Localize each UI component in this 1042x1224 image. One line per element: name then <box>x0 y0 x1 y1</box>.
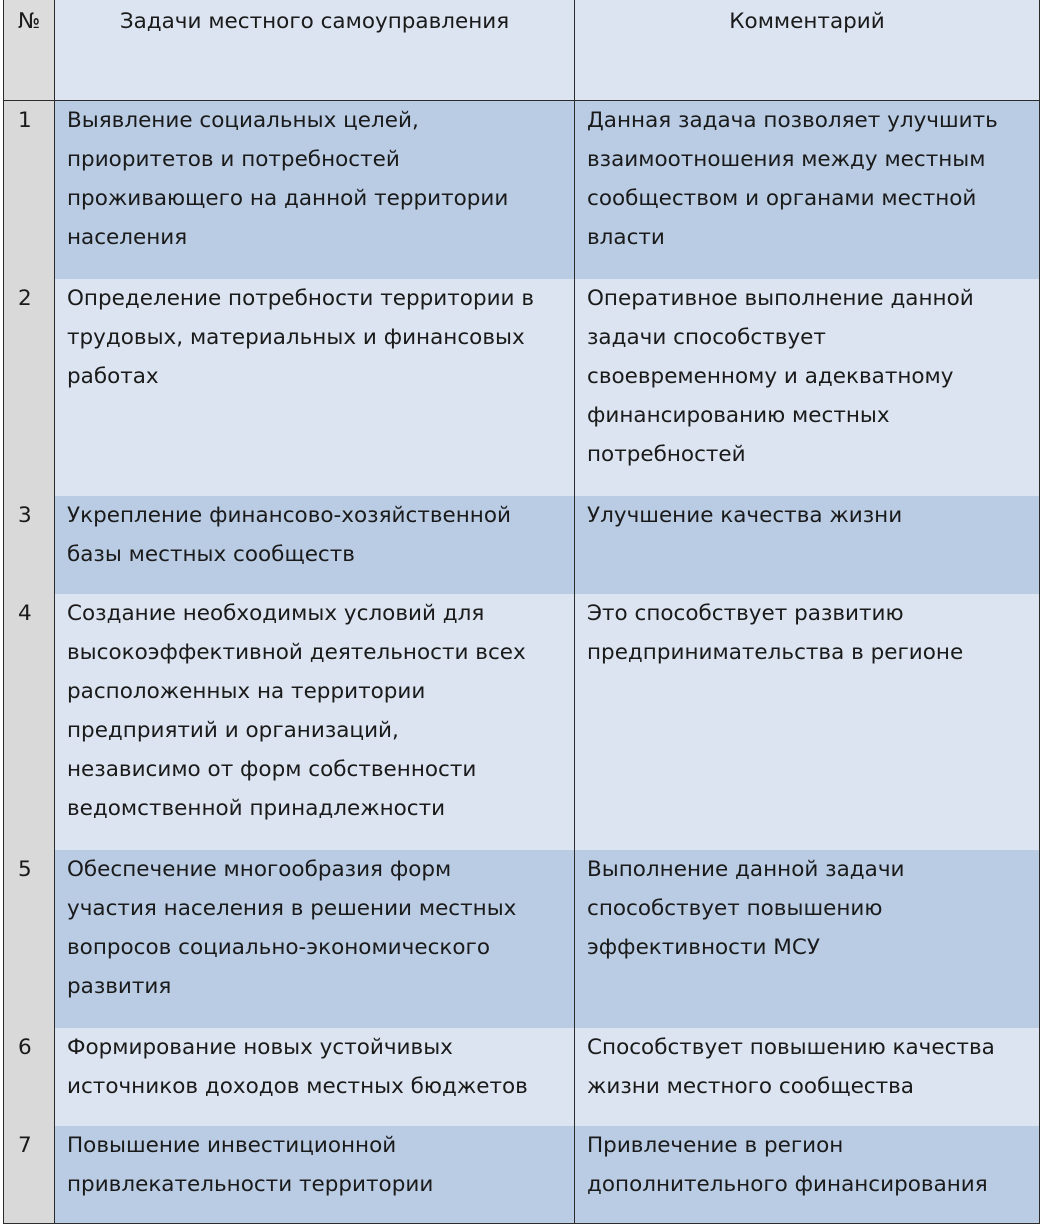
row-comment: Это способствует развитию предпринимательства в регионе <box>587 600 964 665</box>
table-row <box>4 101 1040 279</box>
row-comment: Оперативное выполнение данной задачи способствует своевременному и адекватному финансированию местных потребностей <box>587 285 974 467</box>
table-row <box>4 850 1040 1028</box>
row-task: Определение потребности территории в трудовых, материальных и финансовых работах <box>67 285 535 389</box>
row-comment: Привлечение в регион дополнительного финансирования <box>587 1132 988 1197</box>
row-number: 4 <box>4 594 55 850</box>
row-task: Укрепление финансово-хозяйственной базы местных сообществ <box>67 502 511 567</box>
row-number: 2 <box>4 279 55 496</box>
table-row <box>4 1126 1040 1224</box>
row-task: Создание необходимых условий для высокоэффективной деятельности всех расположенных на территории предприятий и организаций, независимо от форм собственности ведомственной принадлежности <box>67 600 526 821</box>
row-comment: Улучшение качества жизни <box>587 502 903 528</box>
row-comment: Данная задача позволяет улучшить взаимоотношения между местным сообществом и органами местной власти <box>587 108 998 250</box>
row-task: Формирование новых устойчивых источников доходов местных бюджетов <box>67 1034 528 1099</box>
table-row <box>4 1028 1040 1126</box>
table-header-row <box>4 0 1040 101</box>
header-number: № <box>4 0 55 101</box>
table-row <box>4 279 1040 496</box>
row-task: Повышение инвестиционной привлекательности территории <box>67 1132 434 1197</box>
header-comment: Комментарий <box>575 0 1040 101</box>
row-task: Обеспечение многообразия форм участия населения в решении местных вопросов социально-экономического развития <box>67 856 517 999</box>
row-task: Выявление социальных целей, приоритетов и потребностей проживающего на данной территории населения <box>67 108 509 250</box>
row-number: 7 <box>4 1126 55 1224</box>
table-row <box>4 496 1040 594</box>
row-number: 3 <box>4 496 55 594</box>
table-row <box>4 594 1040 850</box>
row-comment: Способствует повышению качества жизни местного сообщества <box>587 1034 995 1099</box>
row-number: 5 <box>4 850 55 1028</box>
row-comment: Выполнение данной задачи способствует повышению эффективности МСУ <box>587 856 905 960</box>
tasks-table <box>3 0 1040 1224</box>
header-task: Задачи местного самоуправления <box>55 0 575 101</box>
row-number: 1 <box>4 101 55 279</box>
row-number: 6 <box>4 1028 55 1126</box>
